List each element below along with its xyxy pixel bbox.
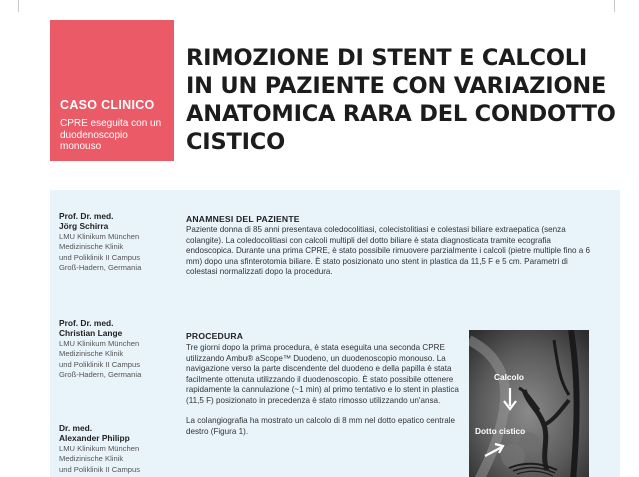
- author-2: [59, 318, 177, 380]
- author-title: Dr. med.: [59, 423, 93, 433]
- author-line: Groß-Hadern, Germania: [59, 370, 142, 380]
- author-name: Alexander Philipp: [59, 433, 130, 444]
- figure-label-stone: Calcolo: [494, 372, 524, 382]
- fluoroscopy-image: [469, 330, 589, 477]
- author-line: und Poliklinik II Campus: [59, 252, 141, 262]
- author-line: LMU Klinikum München: [59, 443, 140, 453]
- crop-mark-right: [614, 0, 615, 12]
- figure-label-cystic-duct: Dotto cistico: [475, 426, 526, 436]
- anamnesis-paragraph: Paziente donna di 85 anni presentava coledocolitiasi, colecistolitiasi e colestasi biliare extraepatica (senza colangite). La coledocolitiasi con calcoli multipli del dotto biliare è stata diagnosticata tramite ecografia endoscopica. Durante una prima CPRE, è stato possibile rimuovere parzialmente i calcoli (pietre multiple fino a 6 mm) dopo una sfinterotomia biliare. È stato posizionato uno stent in plastica da 11,5 F e 5 cm. Parametri di colestasi normalizzati dopo la procedura.: [186, 225, 590, 276]
- fluoroscopy-illustration: [469, 330, 589, 477]
- case-box: [50, 20, 174, 161]
- author-title: Prof. Dr. med.: [59, 318, 114, 328]
- page-title: RIMOZIONE DI STENT E CALCOLI IN UN PAZIENTE CON VARIAZIONE ANATOMICA RARA DEL CONDOTTO CISTICO: [186, 45, 616, 155]
- author-name: Christian Lange: [59, 328, 123, 339]
- anamnesis-text: [186, 225, 598, 278]
- author-line: Medizinische Klinik: [59, 454, 124, 464]
- author-line: Groß-Hadern, Germania: [59, 263, 142, 273]
- author-line: und Poliklinik II Campus: [59, 464, 141, 474]
- anamnesis-heading: ANAMNESI DEL PAZIENTE: [186, 214, 300, 224]
- author-3: [59, 423, 177, 475]
- author-name: Jörg Schirra: [59, 221, 109, 232]
- author-line: LMU Klinikum München: [59, 231, 140, 241]
- procedure-text: [186, 343, 462, 437]
- procedure-heading: PROCEDURA: [186, 331, 244, 341]
- author-line: und Poliklinik II Campus: [59, 359, 141, 369]
- case-subtitle: CPRE eseguita con un duodenoscopio monouso: [60, 118, 162, 152]
- author-line: LMU Klinikum München: [59, 338, 140, 348]
- author-title: Prof. Dr. med.: [59, 211, 114, 221]
- author-line: Medizinische Klinik: [59, 242, 124, 252]
- author-line: Medizinische Klinik: [59, 349, 124, 359]
- crop-mark-left: [18, 0, 19, 12]
- procedure-paragraph-2: La colangiografia ha mostrato un calcolo di 8 mm nel dotto epatico centrale destro (Figura 1).: [186, 416, 456, 436]
- case-label: CASO CLINICO: [60, 98, 155, 112]
- procedure-paragraph-1: Tre giorni dopo la prima procedura, è stata eseguita una seconda CPRE utilizzando Ambu® aScope™ Duodeno, un duodenoscopio monouso. La navigazione verso la parte discendente del duodeno e della papilla è stata facilmente ottenuta utilizzando il duodenoscopio. È stato possibile ottenere rapidamente la cannulazione (~1 min) al primo tentativo e lo stent in plastica (11,5 F) posizionato in precedenza è stato rimosso utilizzando un'ansa.: [186, 343, 459, 405]
- author-1: [59, 211, 177, 273]
